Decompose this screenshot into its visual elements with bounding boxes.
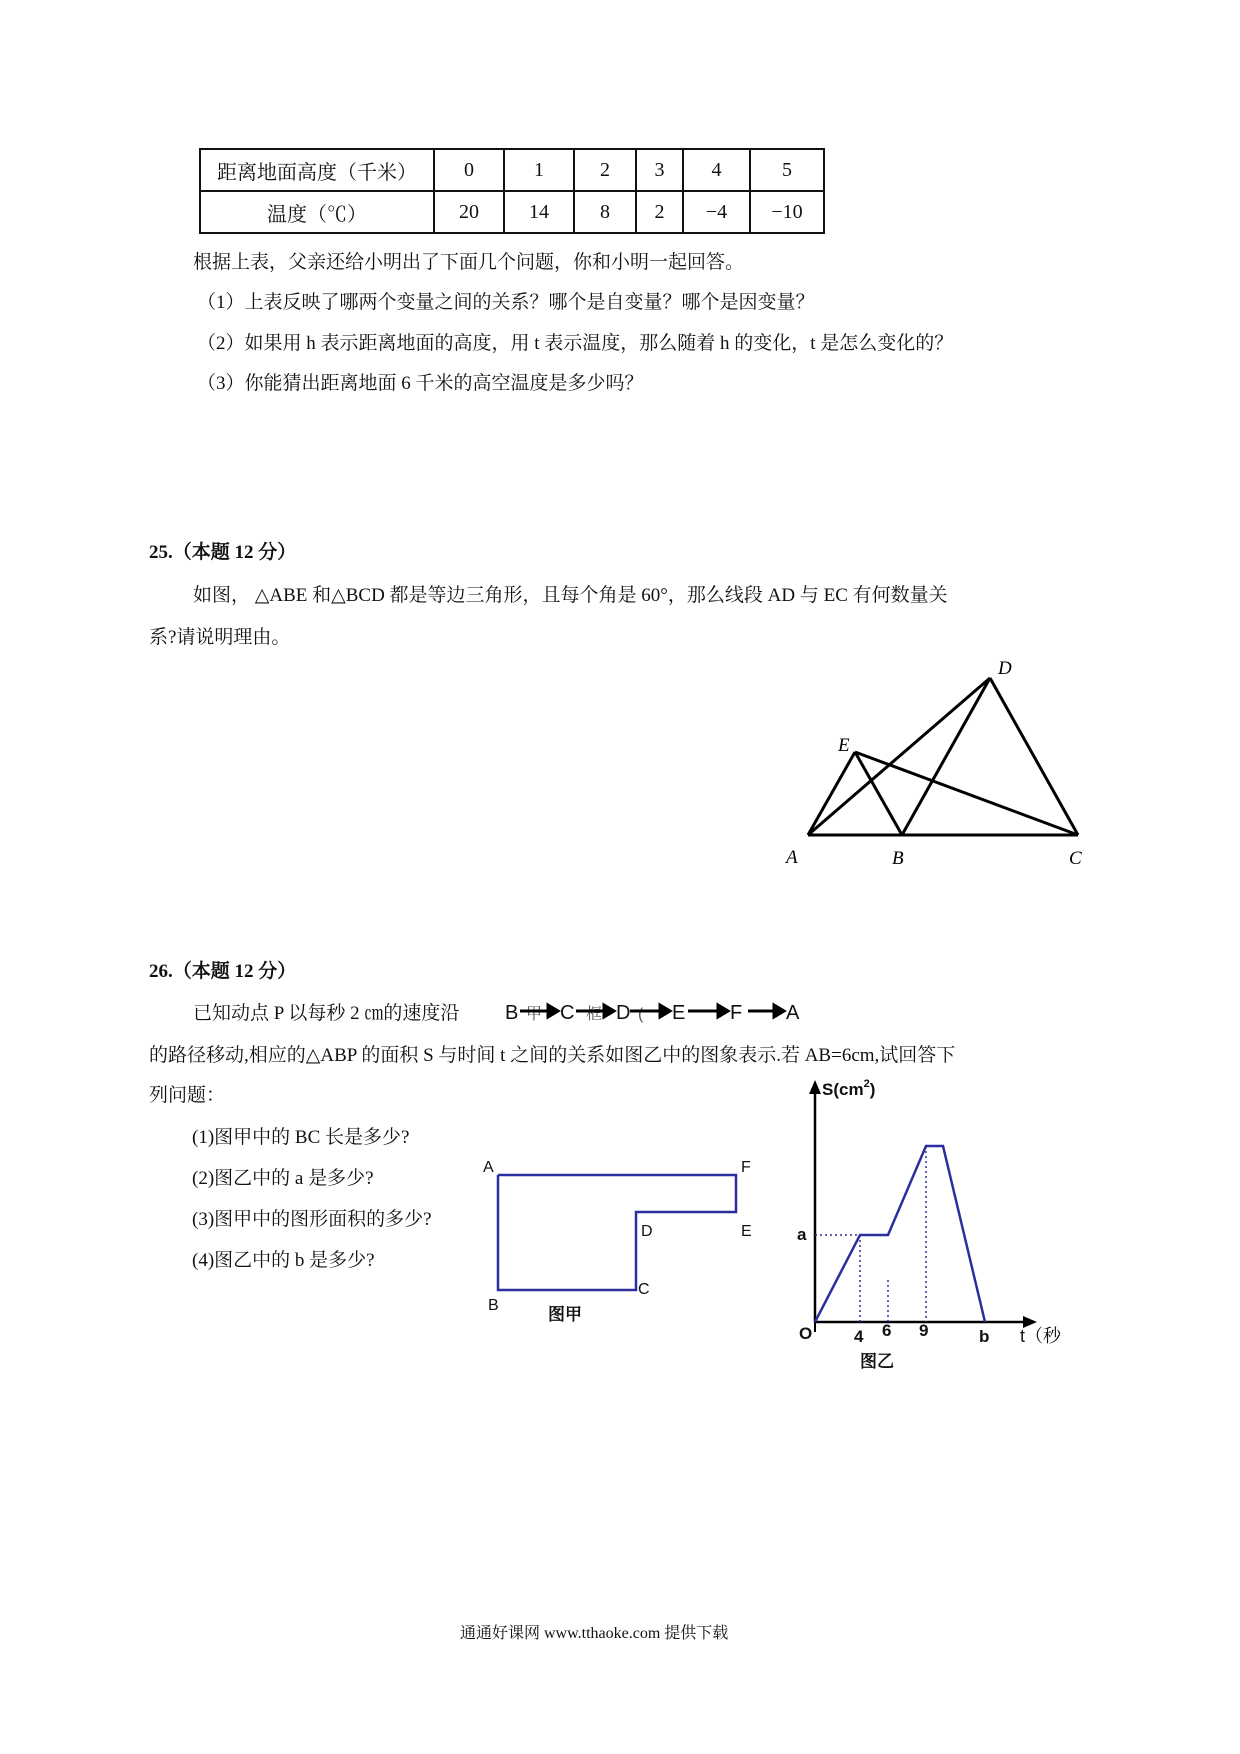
table-cell: −10: [750, 191, 824, 233]
point-label-c: C: [1069, 848, 1082, 869]
row-header-temperature: 温度（℃）: [200, 191, 434, 233]
table-cell: −4: [683, 191, 750, 233]
point-label-e: E: [838, 735, 850, 756]
q24-intro: 根据上表，父亲还给小明出了下面几个问题，你和小明一起回答。: [193, 252, 745, 273]
vertex-label-f: F: [741, 1159, 751, 1176]
figure-yi-graph: [780, 1070, 1090, 1380]
q26-header: 26.（本题 12 分）: [149, 961, 297, 982]
path-point-e: E: [672, 1002, 686, 1024]
x-axis-label: t（秒: [1020, 1326, 1062, 1346]
point-label-a: A: [786, 847, 798, 868]
y-axis-label: $S(cm^2)$: [822, 1078, 876, 1099]
table-cell: 0: [434, 149, 504, 191]
figure-jia: [478, 1150, 768, 1340]
table-cell: 8: [574, 191, 636, 233]
vertex-label-e: E: [741, 1223, 752, 1240]
x-tick-label: b: [979, 1327, 990, 1346]
table-cell: 5: [750, 149, 824, 191]
table-cell: 3: [636, 149, 683, 191]
page-footer: 通通好课网 www.tthaoke.com 提供下载: [460, 1625, 729, 1642]
point-label-d: D: [998, 658, 1012, 679]
arrow-icon: [548, 1005, 558, 1017]
table-cell: 1: [504, 149, 574, 191]
y-axis-arrow-icon: [809, 1080, 821, 1094]
q26-sub-question-3: (3)图甲中的图形面积的多少?: [192, 1209, 432, 1230]
q26-sub-question-2: (2)图乙中的 a 是多少?: [192, 1168, 374, 1189]
arrow-icon: [718, 1005, 728, 1017]
q24-question-1: （1）上表反映了哪两个变量之间的关系？哪个是自变量？哪个是因变量？: [197, 292, 815, 313]
q25-header: 25.（本题 12 分）: [149, 542, 297, 563]
path-glyph: 框: [586, 1006, 603, 1023]
q25-body-line2: 系?请说明理由。: [149, 627, 291, 648]
table-row: [200, 191, 824, 233]
q24-question-2: （2）如果用 h 表示距离地面的高度，用 t 表示温度，那么随着 h 的变化，t 是怎么变化的？: [197, 333, 954, 354]
figure-yi-caption: 图乙: [860, 1352, 894, 1371]
area-time-line: [815, 1146, 985, 1322]
row-header-height: 距离地面高度（千米）: [200, 149, 434, 191]
a-value-label: a: [797, 1225, 807, 1244]
path-glyph: 甲: [526, 1006, 543, 1023]
path-point-d: D: [616, 1002, 631, 1024]
vertex-label-b: B: [488, 1297, 499, 1314]
q26-line3: 列问题：: [149, 1085, 226, 1106]
table-cell: 14: [504, 191, 574, 233]
height-temperature-table: [199, 148, 825, 234]
path-glyph: (: [638, 1006, 644, 1023]
table-cell: 4: [683, 149, 750, 191]
vertex-label-a: A: [483, 1159, 494, 1176]
x-tick-label: 6: [882, 1321, 892, 1340]
q24-question-3: （3）你能猜出距离地面 6 千米的高空温度是多少吗？: [197, 373, 644, 394]
path-point-f: F: [730, 1002, 743, 1024]
table-cell: 2: [574, 149, 636, 191]
x-tick-label: 4: [854, 1327, 864, 1346]
table-cell: 2: [636, 191, 683, 233]
path-point-c: C: [560, 1002, 575, 1024]
path-arrows: [500, 994, 830, 1030]
q26-line2: 的路径移动,相应的△ABP 的面积 S 与时间 t 之间的关系如图乙中的图象表示.若 AB=6cm,试回答下: [149, 1045, 956, 1066]
point-label-b: B: [892, 848, 904, 869]
vertex-label-d: D: [641, 1223, 653, 1240]
x-tick-label: 9: [919, 1321, 929, 1340]
q25-body-line1: 如图， △ABE 和△BCD 都是等边三角形，且每个角是 60°，那么线段 AD 与 EC 有何数量关: [193, 585, 948, 606]
q26-sub-question-4: (4)图乙中的 b 是多少?: [192, 1250, 375, 1271]
table-row: [200, 149, 824, 191]
path-point-b: B: [505, 1002, 519, 1024]
arrow-icon: [660, 1005, 670, 1017]
q26-line1-prefix: 已知动点 P 以每秒 2 ㎝的速度沿: [193, 1003, 460, 1024]
figure-jia-caption: 图甲: [548, 1305, 582, 1324]
arrow-icon: [604, 1005, 614, 1017]
path-point-a: A: [786, 1002, 800, 1024]
table-cell: 20: [434, 191, 504, 233]
triangle-figure: [770, 650, 1110, 870]
vertex-label-c: C: [638, 1281, 650, 1298]
arrow-icon: [774, 1005, 784, 1017]
figure-jia-outline: [498, 1175, 736, 1290]
q26-sub-question-1: (1)图甲中的 BC 长是多少?: [192, 1127, 410, 1148]
origin-label: O: [799, 1324, 813, 1343]
